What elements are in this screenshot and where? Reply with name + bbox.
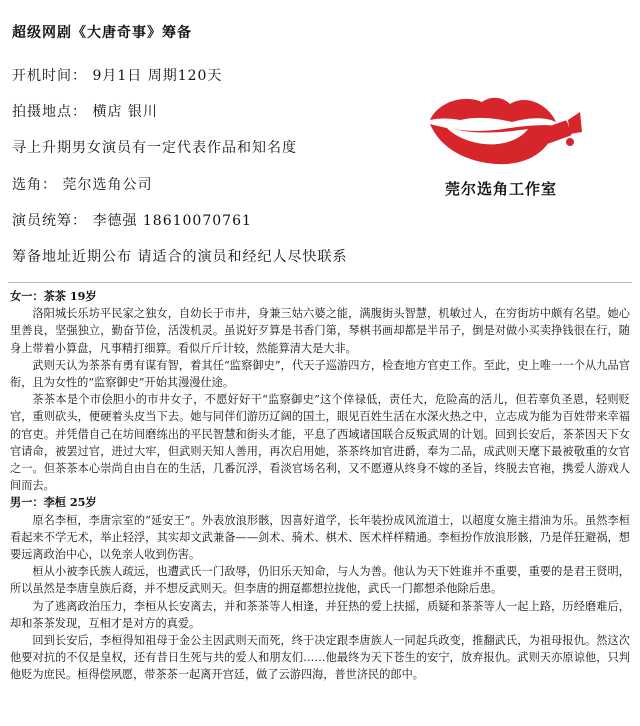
start-time: 开机时间： 9月1日 周期120天: [12, 68, 223, 84]
coordinator-contact: 演员统筹： 李德强 18610070761: [12, 213, 252, 229]
casting-request: 寻上升期男女演员有一定代表作品和知名度: [12, 140, 297, 156]
role-paragraph: 原名李桓，李唐宗室的“延安王”。外表放浪形骸，因喜好道学，长年装扮成风流道士，以超度女施主措油为乐。虽然李桓看起来不学无术，举止轻浮，其实却文武兼备——剑术、骑术、棋术、医术样样精通。李桓扮作放浪形骸，乃是佯狂避祸，想要远离政治中心，以免亲人收到伤害。: [10, 513, 630, 562]
role-paragraph: 武则天认为茶茶有勇有谋有智，着其任“监察御史”，代天子巡游四方，检查地方官吏工作。至此，史上唯一一个从九品官衔，且为女性的“监察御史”开始其漫漫仕途。: [10, 358, 630, 390]
role-heading-male-lead: 男一：李桓 25岁: [10, 495, 97, 510]
lips-camera-icon: [416, 82, 586, 182]
project-title: 超级网剧《大唐奇事》筹备: [12, 25, 192, 41]
role-paragraph: 茶茶本是个市侩胆小的市井女子，不愿好好干“监察御史”这个倖禄低，责任大，危险高的活儿，但若辜负圣恩，轻则贬官，重则砍头，便硬着头皮当下去。她与同伴们游历辽阔的国土，眼见百姓生活在水深火热之中，立志成为能为百姓带来幸福的官吏。并凭借自己在坊间磨练出的平民智慧和街头才能，平息了西域诸国联合反叛武周的计划。回到长安后，茶茶因天下女官请命，被罢过官，进过大牢，但武则天知人善用，再次启用她，茶茶终加官进爵，奉为二品，成武则天麾下最被敬重的女官之一。但茶茶本心崇尚自由自在的生活，几番沉浮，看淡官场名利，又不愿遵从终身不嫁的圣旨，终脱去官袍，携爱人游戏人间而去。: [10, 393, 630, 493]
studio-logo: [416, 82, 586, 212]
section-divider: [8, 282, 632, 283]
role-heading-female-lead: 女一：茶茶 19岁: [10, 289, 97, 303]
role-paragraph: 桓从小被李氏族人疏远，也遭武氏一门敌辱，仍旧乐天知命，与人为善。他认为天下姓谁并不重要，重要的是君王贤明，所以虽然是李唐皇族后裔，并不想反武则天。但李唐的拥趸都想拉拢他，武氏一门都想杀他除后患。: [10, 565, 630, 596]
role-descriptions: [10, 288, 630, 684]
prep-address-note: 筹备地址近期公布 请适合的演员和经纪人尽快联系: [12, 249, 348, 265]
studio-name: 莞尔选角工作室: [444, 180, 557, 198]
casting-company: 选角： 莞尔选角公司: [12, 177, 153, 193]
role-paragraph: 洛阳城长乐坊平民家之独女，自幼长于市井，身兼三姑六婆之能，满腹街头智慧，机敏过人，在穷街坊中颇有名望。她心里善良，坚强独立，勤奋节俭，活泼机灵。虽说好歹算是书香门第，琴棋书画却都是半吊子，倒是对做小买卖挣钱很在行，随身上带着小算盘，凡事精打细算。看似斤斤计较，然能算清大是大非。: [10, 307, 630, 355]
shooting-location: 拍摄地点： 横店 银川: [12, 104, 158, 120]
role-paragraph: 回到长安后，李桓得知祖母于金公主因武则天而死，终于决定跟李唐族人一同起兵政变，推翻武氏，为祖母报仇。然这次他要对抗的不仅是皇权，还有昔日生死与共的爱人和朋友们……他最终为天下苍生的安宁，放弃报仇。武则天亦原谅他，只判他贬为庶民。桓得偿夙愿，带茶茶一起离开宫廷，做了云游四海，普世济民的郎中。: [10, 634, 630, 682]
role-paragraph: 为了逃离政治压力，李桓从长安离去，并和茶茶等人相逢，并狂热的爱上扶摇，质疑和茶茶等人一起上路，历经磨难后，却和茶茶发现，互相才是对方的真爱。: [10, 599, 630, 630]
